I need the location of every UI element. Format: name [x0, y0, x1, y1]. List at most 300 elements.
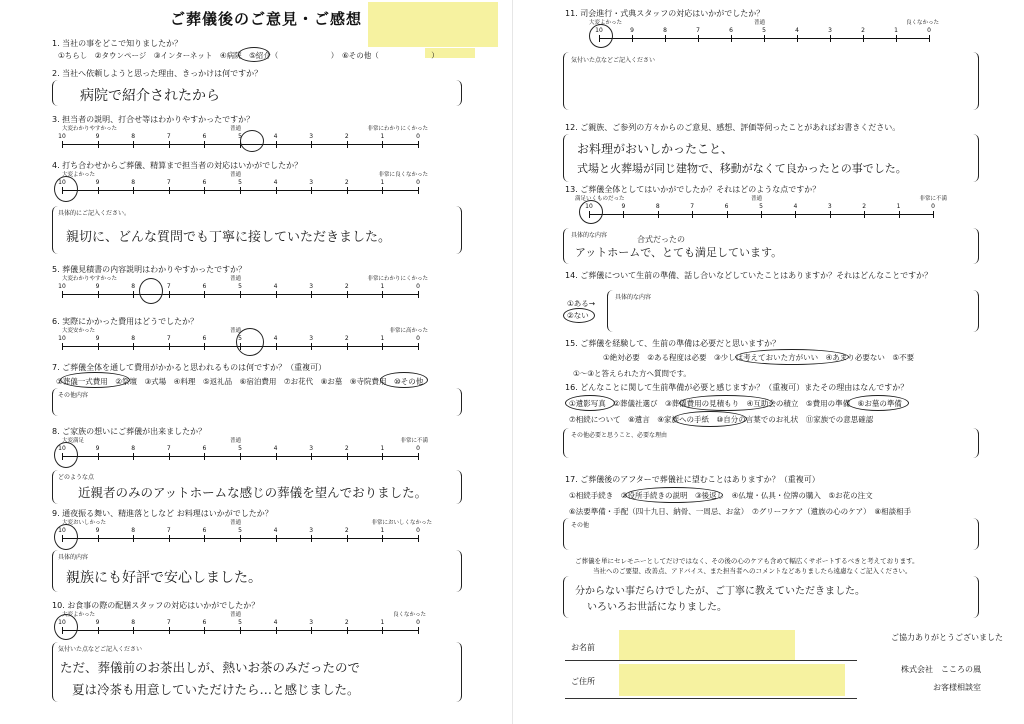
- scale-number: 1: [380, 179, 385, 186]
- scale-tick: [169, 291, 170, 298]
- scale-number: 6: [729, 27, 733, 34]
- scale-number: 10: [58, 335, 66, 342]
- answer-circle: [625, 487, 723, 503]
- question-9: 9. 通夜振る舞い、精進落としなど お料理はいかがでしたか？: [52, 509, 273, 518]
- scale-tick: [62, 343, 63, 350]
- q13-scale: [575, 196, 947, 228]
- scale-number: 7: [166, 133, 171, 140]
- answer-circle: [54, 176, 78, 202]
- scale-tick: [98, 187, 99, 194]
- scale-number: 8: [131, 335, 136, 342]
- scale-tick: [133, 343, 134, 350]
- scale-tick: [632, 35, 633, 42]
- scale-number: 10: [58, 179, 66, 186]
- redaction-highlight: [619, 664, 845, 696]
- scale-number: 9: [95, 445, 100, 452]
- scale-tick: [830, 211, 831, 218]
- q17-box-label: その他: [571, 522, 590, 529]
- scale-number: 0: [416, 179, 420, 186]
- scale-left-label: 大変わかりやすかった: [62, 126, 118, 132]
- q15-options: ①絶対必要 ②ある程度は必要 ③少しは考えておいた方がいい ④あまり必要ない ⑤不要: [603, 353, 915, 362]
- scale-tick: [98, 453, 99, 460]
- scale-mid-label: 普通: [751, 196, 763, 202]
- scale-tick: [133, 187, 134, 194]
- scale-tick: [62, 141, 63, 148]
- q4-scale: [58, 172, 428, 204]
- company-name: 株式会社 こころの風: [901, 665, 981, 674]
- scale-number: 5: [762, 27, 766, 34]
- answer-circle: [54, 442, 78, 468]
- scale-tick: [382, 627, 383, 634]
- q14-box-label: 具体的な内容: [615, 294, 652, 301]
- scale-number: 2: [344, 527, 349, 534]
- scale-number: 5: [238, 445, 242, 452]
- question-7: 7. ご葬儀全体を通して費用がかかると思われるものは何ですか？（重複可）: [52, 363, 327, 372]
- scale-tick: [204, 291, 205, 298]
- q10-scale: [58, 612, 426, 644]
- scale-number: 7: [690, 203, 695, 210]
- scale-tick: [658, 211, 659, 218]
- closing-line-1: ご葬儀を単にセレモニーとしてだけではなく、その後の心のケアも含めて幅広くサポートするべきと考えております。: [575, 557, 919, 565]
- scale-number: 1: [380, 283, 385, 290]
- scale-number: 8: [131, 133, 136, 140]
- q4-box-label: 具体的にご記入ください。: [58, 210, 131, 217]
- scale-number: 1: [380, 619, 385, 626]
- redaction-highlight: [619, 630, 795, 660]
- closing-answer-line-2: いろいろお世話になりました。: [587, 602, 727, 613]
- answer-circle: [240, 130, 264, 152]
- answer-circle: [380, 372, 428, 388]
- question-3: 3. 担当者の説明、打合せ等はわかりやすかったですか？: [52, 115, 255, 124]
- scale-number: 9: [621, 203, 626, 210]
- scale-tick: [692, 211, 693, 218]
- scale-number: 6: [724, 203, 729, 210]
- q11-box-label: 気付いた点などご記入ください: [571, 57, 656, 64]
- question-10: 10. お食事の際の配膳スタッフの対応はいかがでしたか？: [52, 601, 260, 610]
- scale-tick: [797, 35, 798, 42]
- scale-number: 8: [131, 445, 136, 452]
- scale-number: 0: [927, 27, 931, 34]
- answer-circle: [579, 200, 603, 224]
- scale-number: 3: [828, 27, 832, 34]
- q8-answer: 近親者のみのアットホームな感じの葬儀を望んでおりました。: [78, 485, 428, 500]
- scale-number: 7: [166, 335, 171, 342]
- q5-scale: [58, 276, 428, 308]
- scale-mid-label: 普通: [230, 172, 242, 178]
- scale-tick: [169, 343, 170, 350]
- scale-number: 2: [344, 335, 349, 342]
- scale-number: 9: [95, 133, 100, 140]
- question-5: 5. 葬儀見積書の内容説明はわかりやすかったですか？: [52, 265, 247, 274]
- scale-number: 10: [585, 203, 593, 210]
- scale-mid-label: 普通: [230, 276, 242, 282]
- scale-tick: [761, 211, 762, 218]
- question-12: 12. ご親族、ご参列の方々からのご意見、感想、評価等伺ったことがあればお書きください。: [565, 123, 901, 132]
- scale-number: 10: [58, 619, 66, 626]
- answer-circle: [673, 411, 747, 427]
- scale-mid-label: 普通: [230, 438, 242, 444]
- question-15: 15. ご葬儀を経験して、生前の準備は必要だと思いますか？: [565, 339, 781, 348]
- scale-tick: [347, 453, 348, 460]
- q16-box-label: その他必要と思うこと、必要な理由: [571, 432, 668, 439]
- scale-tick: [311, 343, 312, 350]
- scale-number: 7: [166, 283, 171, 290]
- scale-tick: [899, 211, 900, 218]
- scale-tick: [382, 141, 383, 148]
- scale-number: 3: [309, 619, 314, 626]
- answer-circle: [679, 395, 773, 411]
- q8-box-label: どのような点: [58, 474, 95, 481]
- q17-options-row-1: ①相続手続き ②役所手続きの説明 ③後返し ④仏壇・仏具・位牌の購入 ⑤お花の注文: [569, 491, 873, 500]
- closing-line-2: 当社へのご要望、改善点、アドバイス、また担当者へのコメントなどありましたら遠慮なくご記入ください。: [593, 567, 912, 575]
- question-14: 14. ご葬儀について生前の準備、話し合いなどしていたことはありますか？それはどんなことですか？: [565, 271, 933, 280]
- answer-circle: [54, 524, 78, 550]
- scale-tick: [896, 35, 897, 42]
- scale-tick: [276, 535, 277, 542]
- question-16: 16. どんなことに関して生前準備が必要と感じますか？（重複可）またその理由はなんですか？: [565, 383, 909, 392]
- scale-number: 4: [273, 283, 278, 290]
- scale-number: 3: [309, 445, 314, 452]
- scale-number: 6: [202, 283, 207, 290]
- scale-left-label: 大変満足: [62, 438, 85, 444]
- scale-tick: [204, 187, 205, 194]
- scale-tick: [311, 187, 312, 194]
- scale-tick: [418, 453, 419, 460]
- scale-number: 9: [95, 335, 100, 342]
- department-name: お客様相談室: [933, 683, 981, 692]
- scale-tick: [169, 141, 170, 148]
- answer-circle: [735, 349, 849, 365]
- scale-tick: [276, 291, 277, 298]
- q10-answer-line-1: ただ、葬儀前のお茶出しが、熱いお茶のみだったので: [60, 660, 361, 675]
- scale-number: 1: [380, 527, 385, 534]
- scale-number: 5: [238, 619, 242, 626]
- q13-answer: アットホームで、とても満足しています。: [575, 246, 783, 259]
- scale-tick: [240, 627, 241, 634]
- q8-scale: [58, 438, 428, 470]
- scale-number: 9: [95, 527, 100, 534]
- scale-tick: [276, 187, 277, 194]
- scale-tick: [382, 187, 383, 194]
- q7-answer-box: [52, 388, 462, 416]
- scale-right-label: 非常に高かった: [389, 328, 428, 334]
- scale-tick: [347, 627, 348, 634]
- scale-tick: [276, 453, 277, 460]
- scale-number: 4: [273, 179, 278, 186]
- scale-number: 4: [273, 445, 278, 452]
- scale-right-label: 良くなかった: [905, 20, 939, 26]
- scale-number: 5: [759, 203, 763, 210]
- scale-number: 0: [416, 445, 420, 452]
- scale-tick: [764, 35, 765, 42]
- scale-tick: [240, 291, 241, 298]
- scale-number: 7: [166, 527, 171, 534]
- scale-number: 5: [238, 527, 242, 534]
- scale-tick: [169, 453, 170, 460]
- scale-number: 7: [166, 619, 171, 626]
- scale-number: 1: [894, 27, 898, 34]
- q16-options-row-2: ⑦相続について ⑧遺言 ⑨家族への手紙 ⑩自分の言葉でのお礼状 ⑪家族での意思確認: [569, 415, 874, 424]
- scale-number: 3: [309, 335, 314, 342]
- scale-tick: [347, 291, 348, 298]
- scale-tick: [864, 211, 865, 218]
- scale-number: 0: [931, 203, 935, 210]
- scale-number: 6: [202, 527, 207, 534]
- scale-right-label: 良くなかった: [392, 612, 426, 618]
- scale-tick: [933, 211, 934, 218]
- scale-tick: [204, 141, 205, 148]
- answer-circle: [139, 278, 163, 304]
- scale-number: 9: [95, 179, 100, 186]
- scale-number: 2: [862, 203, 867, 210]
- closing-answer-line-1: 分からない事だらけでしたが、ご丁寧に教えていただきました。: [575, 586, 865, 597]
- scale-tick: [347, 535, 348, 542]
- q4-answer: 親切に、どんな質問でも丁寧に接していただきました。: [66, 230, 392, 245]
- q11-scale: [589, 20, 939, 52]
- scale-tick: [929, 35, 930, 42]
- scale-tick: [98, 291, 99, 298]
- scale-number: 7: [166, 445, 171, 452]
- scale-number: 1: [380, 335, 385, 342]
- question-2: 2. 当社へ依頼しようと思った理由、きっかけは何ですか？: [52, 69, 263, 78]
- question-13: 13. ご葬儀全体としてはいかがでしたか？それはどのような点ですか？: [565, 185, 821, 194]
- scale-tick: [240, 187, 241, 194]
- scale-tick: [98, 627, 99, 634]
- q17-answer-box: [563, 518, 979, 550]
- scale-tick: [347, 343, 348, 350]
- scale-mid-label: 普通: [230, 328, 242, 334]
- scale-tick: [276, 627, 277, 634]
- scale-number: 2: [861, 27, 865, 34]
- scale-number: 4: [273, 133, 278, 140]
- scale-tick: [62, 291, 63, 298]
- scale-tick: [311, 535, 312, 542]
- scale-tick: [418, 535, 419, 542]
- answer-circle: [563, 308, 595, 323]
- scale-tick: [347, 187, 348, 194]
- q12-answer-line-1: お料理がおいしかったこと、: [577, 142, 734, 156]
- scale-number: 4: [273, 527, 278, 534]
- scale-mid-label: 普通: [230, 612, 242, 618]
- scale-tick: [311, 453, 312, 460]
- scale-left-label: 大変よかった: [589, 20, 623, 26]
- scale-tick: [830, 35, 831, 42]
- scale-number: 5: [238, 335, 242, 342]
- q7-options: ①葬儀一式費用 ②祭壇 ③式場 ④料理 ⑤返礼品 ⑥宿泊費用 ⑦お花代 ⑧お墓 ⑨寺院費用 ⑩その他: [56, 377, 424, 386]
- question-17: 17. ご葬儀後のアフターで葬儀社に望むことはありますか？（重複可）: [565, 475, 820, 484]
- scale-tick: [98, 141, 99, 148]
- scale-left-label: 大変おいしかった: [62, 520, 107, 526]
- scale-number: 6: [202, 133, 207, 140]
- scale-tick: [382, 535, 383, 542]
- scale-tick: [169, 627, 170, 634]
- question-4: 4. 打ち合わせからご葬儀、精算まで担当者の対応はいかがでしたか？: [52, 161, 303, 170]
- scale-number: 4: [793, 203, 798, 210]
- scale-tick: [240, 535, 241, 542]
- scale-tick: [133, 291, 134, 298]
- q10-box-label: 気付いた点などご記入ください: [58, 646, 143, 653]
- scale-tick: [133, 535, 134, 542]
- scale-mid-label: 普通: [230, 520, 242, 526]
- scale-tick: [665, 35, 666, 42]
- scale-number: 4: [273, 619, 278, 626]
- scale-right-label: 非常に不満: [919, 196, 947, 202]
- address-underline: [565, 698, 857, 699]
- scale-tick: [169, 535, 170, 542]
- scale-right-label: 非常に不満: [400, 438, 428, 444]
- scale-number: 1: [380, 445, 385, 452]
- scale-tick: [240, 453, 241, 460]
- scale-tick: [382, 453, 383, 460]
- question-8: 8. ご家族の想いにご葬儀が出来ましたか？: [52, 427, 207, 436]
- q10-answer-line-2: 夏は冷茶も用意していただけたら…と感じました。: [72, 682, 360, 697]
- redaction-highlight: [368, 2, 498, 47]
- scale-number: 10: [58, 445, 66, 452]
- scale-tick: [382, 291, 383, 298]
- q9-box-label: 具体的内容: [58, 554, 89, 561]
- scale-number: 2: [344, 179, 349, 186]
- q13-answer-insert: 合式だったの: [637, 235, 685, 244]
- scale-tick: [418, 187, 419, 194]
- scale-number: 1: [896, 203, 901, 210]
- scale-number: 2: [344, 619, 349, 626]
- answer-circle: [589, 24, 613, 48]
- scale-left-label: 大変よかった: [62, 172, 96, 178]
- scale-number: 8: [131, 619, 136, 626]
- scale-tick: [311, 627, 312, 634]
- answer-circle: [54, 614, 78, 640]
- q16-options-row-1: ①遺影写真 ②葬儀社選び ③葬儀費用の見積もり ④互助会の積立 ⑤費用の準備 ⑥お墓の準備: [569, 399, 902, 408]
- scale-number: 5: [238, 133, 242, 140]
- scale-number: 10: [58, 283, 66, 290]
- scale-number: 7: [696, 27, 700, 34]
- answer-circle: [238, 47, 270, 62]
- scale-tick: [98, 343, 99, 350]
- q1-options: ①ちらし ②タウンページ ③インターネット ④病院 ⑤紹介（ ） ⑥その他（ ）: [58, 51, 439, 60]
- scale-tick: [418, 627, 419, 634]
- address-label: ご住所: [571, 677, 595, 686]
- scale-number: 8: [131, 179, 136, 186]
- scale-number: 0: [416, 619, 420, 626]
- scale-number: 2: [344, 133, 349, 140]
- scale-tick: [133, 627, 134, 634]
- answer-circle: [565, 395, 615, 411]
- scale-left-label: 大変わかりやすかった: [62, 276, 118, 282]
- answer-circle: [847, 395, 909, 411]
- scale-tick: [204, 627, 205, 634]
- scale-right-label: 非常に良くなかった: [378, 172, 428, 178]
- scale-tick: [98, 535, 99, 542]
- scale-right-label: 非常にわかりにくかった: [367, 276, 428, 282]
- scale-left-label: 満足いくものだった: [575, 196, 625, 202]
- scale-number: 10: [58, 133, 66, 140]
- scale-number: 6: [202, 179, 207, 186]
- scale-number: 5: [238, 283, 242, 290]
- right-page: [512, 0, 1024, 724]
- q2-answer: 病院で紹介されたから: [80, 88, 220, 104]
- scale-tick: [731, 35, 732, 42]
- scale-tick: [133, 453, 134, 460]
- scale-tick: [347, 141, 348, 148]
- q7-box-label: その他内容: [58, 392, 89, 399]
- scale-tick: [204, 535, 205, 542]
- scale-number: 6: [202, 335, 207, 342]
- scale-number: 4: [273, 335, 278, 342]
- scale-number: 10: [58, 527, 66, 534]
- scale-tick: [311, 291, 312, 298]
- scale-right-label: 非常においしくなかった: [371, 520, 432, 526]
- q14-option-yes: ①ある→: [567, 299, 596, 308]
- page-title: ご葬儀後のご意見・ご感想: [170, 10, 363, 28]
- scale-tick: [276, 343, 277, 350]
- scale-tick: [418, 343, 419, 350]
- q9-scale: [58, 520, 432, 552]
- name-label: お名前: [571, 643, 595, 652]
- scale-number: 4: [795, 27, 799, 34]
- scale-number: 3: [309, 283, 314, 290]
- scale-number: 2: [344, 445, 349, 452]
- scale-mid-label: 普通: [230, 126, 242, 132]
- q17-options-row-2: ⑥法要準備・手配（四十九日、納骨、一周忌、お盆） ⑦グリーフケア（遺族の心のケア） ⑧相談相手: [569, 507, 912, 516]
- scale-number: 5: [238, 179, 242, 186]
- scale-number: 10: [595, 27, 603, 34]
- scale-number: 0: [416, 133, 420, 140]
- scale-number: 8: [131, 283, 136, 290]
- scale-tick: [169, 187, 170, 194]
- scale-left-label: 大変安かった: [62, 328, 96, 334]
- scale-number: 8: [131, 527, 136, 534]
- scale-number: 9: [95, 619, 100, 626]
- scale-number: 0: [416, 335, 420, 342]
- scale-mid-label: 普通: [754, 20, 766, 26]
- scale-tick: [311, 141, 312, 148]
- scale-tick: [382, 343, 383, 350]
- question-1: 1. 当社の事をどこで知りましたか？: [52, 39, 183, 48]
- question-11: 11. 司会進行・式典スタッフの対応はいかがでしたか？: [565, 9, 765, 18]
- q9-answer: 親族にも好評で安心しました。: [66, 570, 262, 586]
- scale-number: 8: [663, 27, 667, 34]
- q13-box-label: 具体的な内容: [571, 232, 608, 239]
- scale-number: 6: [202, 619, 207, 626]
- name-underline: [565, 660, 857, 661]
- question-6: 6. 実際にかかった費用はどうでしたか？: [52, 317, 199, 326]
- scale-left-label: 大変よかった: [62, 612, 96, 618]
- scale-number: 2: [344, 283, 349, 290]
- scale-number: 8: [655, 203, 660, 210]
- scale-number: 7: [166, 179, 171, 186]
- scale-number: 3: [309, 527, 314, 534]
- scale-tick: [418, 291, 419, 298]
- q15-note: ①～③と答えられた方へ質問です。: [573, 369, 691, 378]
- scale-number: 9: [630, 27, 634, 34]
- q14-option-no: ②ない: [567, 311, 589, 320]
- scale-tick: [795, 211, 796, 218]
- scale-number: 3: [827, 203, 832, 210]
- scale-number: 6: [202, 445, 207, 452]
- scale-tick: [204, 343, 205, 350]
- scale-number: 3: [309, 179, 314, 186]
- scale-right-label: 非常にわかりにくかった: [367, 126, 428, 132]
- scale-number: 1: [380, 133, 385, 140]
- scale-tick: [698, 35, 699, 42]
- scale-tick: [204, 453, 205, 460]
- scale-tick: [418, 141, 419, 148]
- scale-tick: [863, 35, 864, 42]
- q12-answer-line-2: 式場と火葬場が同じ建物で、移動がなくて良かったとの事でした。: [577, 162, 907, 175]
- scale-number: 0: [416, 283, 420, 290]
- answer-circle: [60, 372, 130, 388]
- scale-number: 9: [95, 283, 100, 290]
